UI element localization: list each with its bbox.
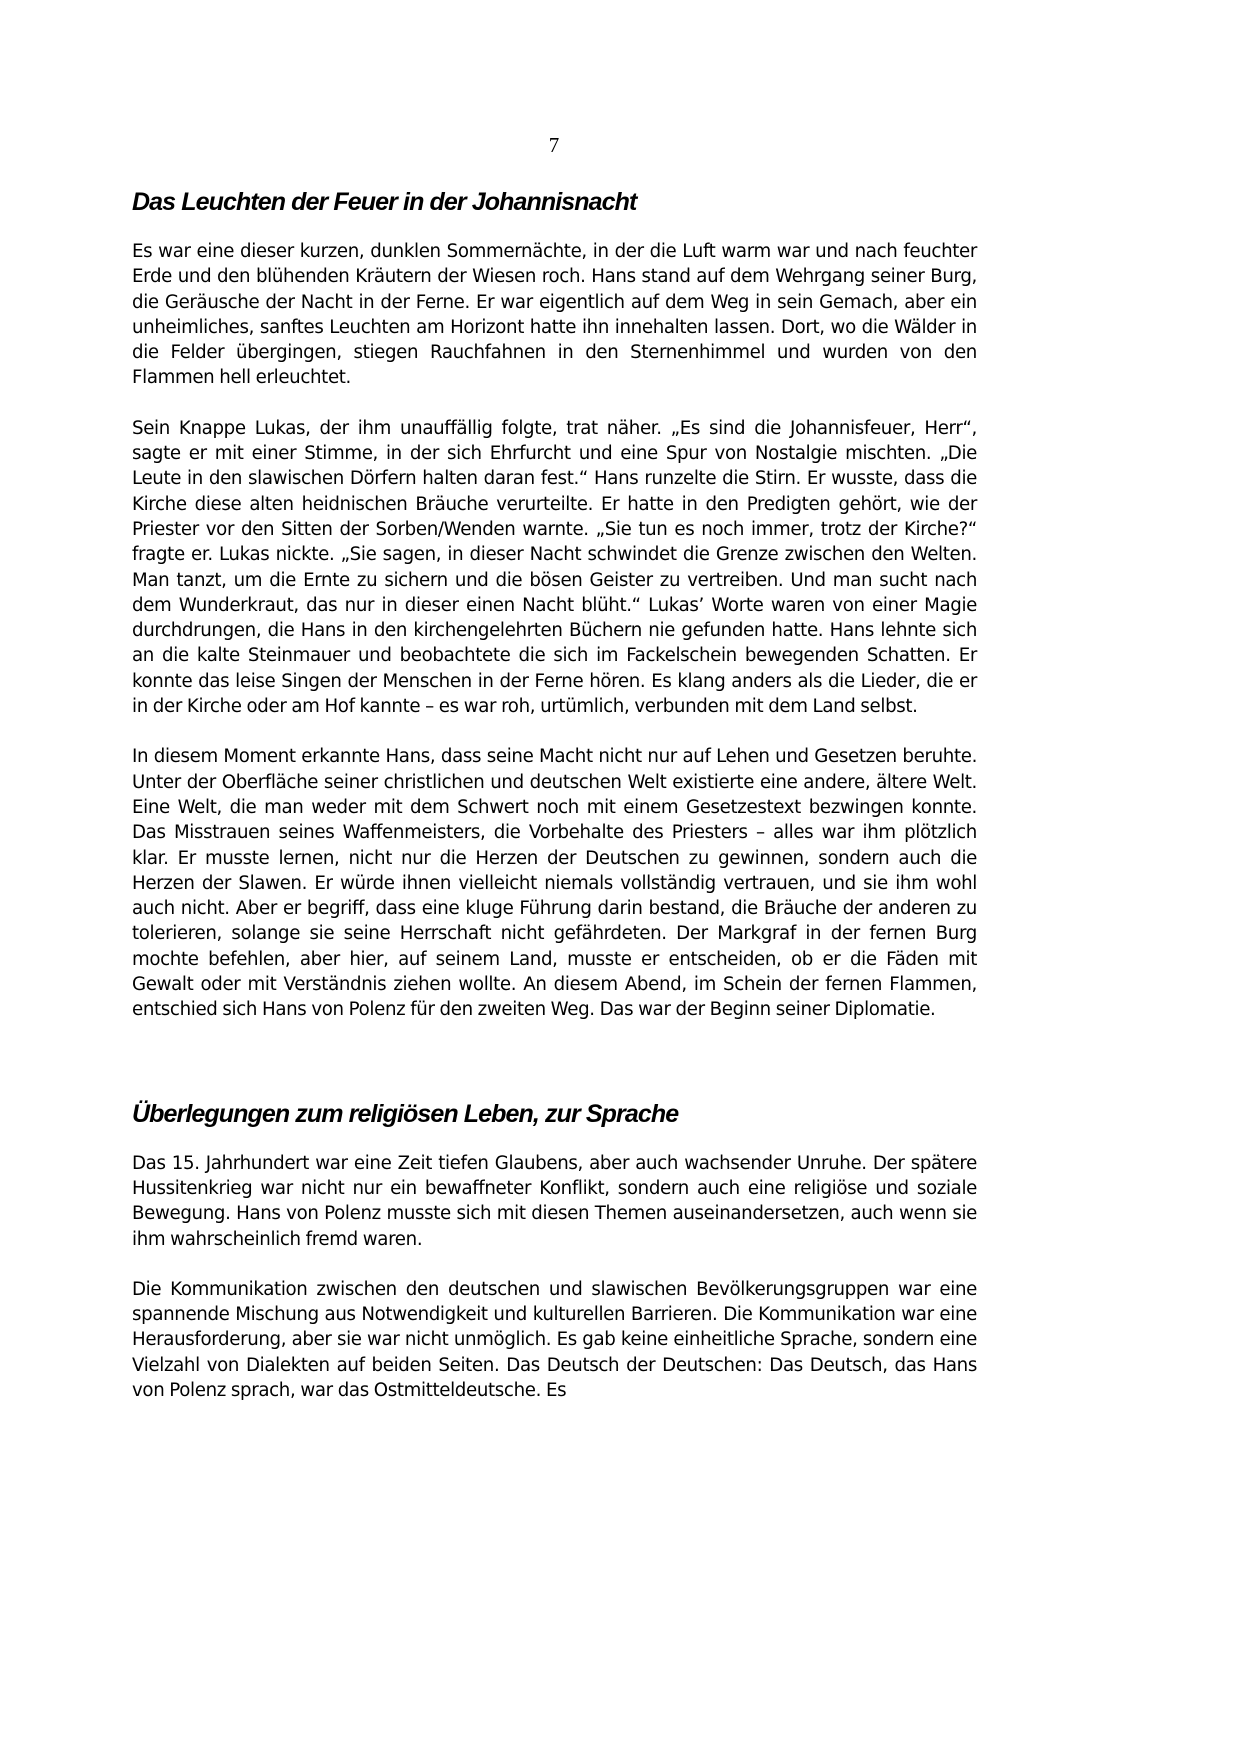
paragraph: Das 15. Jahrhundert war eine Zeit tiefen Glaubens, aber auch wachsender Unruhe. Der spätere Hussitenkrieg war nicht nur ein bewaffneter Konflikt, sondern auch eine religiöse und soziale Bewegung. Hans von Polenz musste sich mit diesen Themen auseinandersetzen, auch wenn sie ihm wahrscheinlich fremd waren. [132, 1152, 977, 1250]
paragraph: Es war eine dieser kurzen, dunklen Sommernächte, in der die Luft warm war und nach feuchter Erde und den blühenden Kräutern der Wiesen roch. Hans stand auf dem Wehrgang seiner Burg, die Geräusche der Nacht in der Ferne. Er war eigentlich auf dem Weg in sein Gemach, aber ein unheimliches, sanftes Leuchten am Horizont hatte ihn innehalten lassen. Dort, wo die Wälder in die Felder übergingen, stiegen Rauchfahnen in den Sternenhimmel und wurden von den Flammen hell erleuchtet. [132, 241, 977, 389]
section-heading: Überlegungen zum religiösen Leben, zur Sprache [132, 1099, 679, 1128]
paragraph: Sein Knappe Lukas, der ihm unauffällig folgte, trat näher. „Es sind die Johannisfeuer, Herr“, sagte er mit einer Stimme, in der sich Ehrfurcht und eine Spur von Nostalgie mischten. „Die Leute in den slawischen Dörfern halten daran fest.“ Hans runzelte die Stirn. Er wusste, dass die Kirche diese alten heidnischen Bräuche verurteilte. Er hatte in den Predigten gehört, wie der Priester vor den Sitten der Sorben/Wenden warnte. „Sie tun es noch immer, trotz der Kirche?“ fragte er. Lukas nickte. „Sie sagen, in dieser Nacht schwindet die Grenze zwischen den Welten. Man tanzt, um die Ernte zu sichern und die bösen Geister zu vertreiben. Und man sucht nach dem Wunderkraut, das nur in dieser einen Nacht blüht.“ Lukas’ Worte waren von einer Magie durchdrungen, die Hans in den kirchengelehrten Büchern nie gefunden hatte. Hans lehnte sich an die kalte Steinmauer und beobachtete die sich im Fackelschein bewegenden Schatten. Er konnte das leise Singen der Menschen in der Ferne hören. Es klang anders als die Lieder, die er in der Kirche oder am Hof kannte – es war roh, urtümlich, verbunden mit dem Land selbst. [132, 417, 977, 718]
section-johannisnacht [132, 187, 977, 1023]
page-number: 7 [548, 133, 560, 157]
paragraph: Die Kommunikation zwischen den deutschen und slawischen Bevölkerungsgruppen war eine spannende Mischung aus Notwendigkeit und kulturellen Barrieren. Die Kommunikation war eine Herausforderung, aber sie war nicht unmöglich. Es gab keine einheitliche Sprache, sondern eine Vielzahl von Dialekten auf beiden Seiten. Das Deutsch der Deutschen: Das Deutsch, das Hans von Polenz sprach, war das Ostmitteldeutsche. Es [132, 1278, 977, 1401]
document-body [132, 187, 977, 1403]
paragraph: In diesem Moment erkannte Hans, dass seine Macht nicht nur auf Lehen und Gesetzen beruhte. Unter der Oberfläche seiner christlichen und deutschen Welt existierte eine andere, ältere Welt. Eine Welt, die man weder mit dem Schwert noch mit einem Gesetzestext bezwingen konnte. Das Misstrauen seines Waffenmeisters, die Vorbehalte des Priesters – alles war ihm plötzlich klar. Er musste lernen, nicht nur die Herzen der Deutschen zu gewinnen, sondern auch die Herzen der Slawen. Er würde ihnen vielleicht niemals vollständig vertrauen, und sie ihm wohl auch nicht. Aber er begriff, dass eine kluge Führung darin bestand, die Bräuche der anderen zu tolerieren, solange sie seine Herrschaft nicht gefährdeten. Der Markgraf in der fernen Burg mochte befehlen, aber hier, auf seinem Land, musste er entscheiden, ob er die Fäden mit Gewalt oder mit Verständnis ziehen wollte. An diesem Abend, im Schein der fernen Flammen, entschied sich Hans von Polenz für den zweiten Weg. Das war der Beginn seiner Diplomatie. [132, 746, 977, 1021]
section-heading: Das Leuchten der Feuer in der Johannisnacht [132, 188, 637, 216]
section-religion-sprache [132, 1099, 977, 1404]
